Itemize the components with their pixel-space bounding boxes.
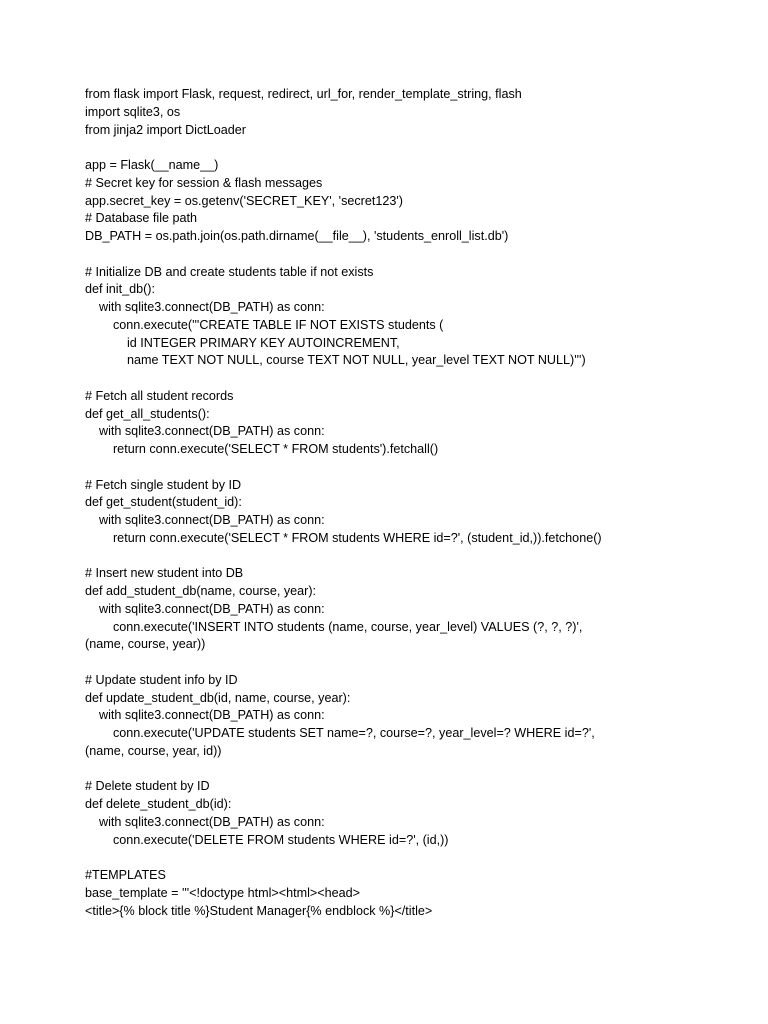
code-line: with sqlite3.connect(DB_PATH) as conn: (85, 601, 325, 616)
code-line (85, 761, 745, 779)
code-line: #TEMPLATES (85, 868, 166, 882)
code-line: # Update student info by ID (85, 672, 238, 687)
code-line: def get_all_students(): (85, 406, 210, 421)
code-line: app = Flask(__name__) (85, 158, 219, 172)
code-block (85, 86, 745, 920)
code-line (85, 370, 745, 388)
code-line: # Secret key for session & flash messages (85, 175, 323, 190)
code-line: # Delete student by ID (85, 779, 210, 794)
code-line: DB_PATH = os.path.join(os.path.dirname(__file__), 'students_enroll_list.db') (85, 229, 509, 243)
code-line: from flask import Flask, request, redirect, url_for, render_template_string, flash (85, 87, 522, 101)
code-line: (name, course, year)) (85, 637, 206, 652)
code-line: conn.execute('INSERT INTO students (name, course, year_level) VALUES (?, ?, ?)', (85, 619, 583, 634)
code-line (85, 548, 745, 566)
code-line: # Fetch single student by ID (85, 477, 242, 492)
code-line: with sqlite3.connect(DB_PATH) as conn: (85, 814, 325, 829)
code-line: return conn.execute('SELECT * FROM students WHERE id=?', (student_id,)).fetchone() (85, 530, 602, 545)
code-line: base_template = '''<!doctype html><html><head> (85, 885, 361, 900)
code-line: from jinja2 import DictLoader (85, 122, 246, 137)
code-line (85, 849, 745, 867)
code-line: def update_student_db(id, name, course, year): (85, 690, 351, 705)
code-line (85, 139, 745, 157)
code-line: def get_student(student_id): (85, 495, 242, 510)
code-line: def delete_student_db(id): (85, 797, 232, 811)
code-line (85, 246, 745, 264)
code-line: with sqlite3.connect(DB_PATH) as conn: (85, 300, 325, 314)
code-line (85, 654, 745, 672)
code-line: # Fetch all student records (85, 388, 234, 403)
code-line: (name, course, year, id)) (85, 743, 222, 758)
code-line: # Database file path (85, 211, 198, 226)
code-line: import sqlite3, os (85, 104, 181, 119)
code-line: return conn.execute('SELECT * FROM students').fetchall() (85, 442, 439, 456)
code-line: <title>{% block title %}Student Manager{% endblock %}</title> (85, 903, 433, 918)
code-line: id INTEGER PRIMARY KEY AUTOINCREMENT, (85, 335, 400, 350)
code-line: app.secret_key = os.getenv('SECRET_KEY', 'secret123') (85, 193, 403, 208)
code-line: # Insert new student into DB (85, 566, 244, 581)
code-line: name TEXT NOT NULL, course TEXT NOT NULL, year_level TEXT NOT NULL)''') (85, 353, 586, 368)
code-line: with sqlite3.connect(DB_PATH) as conn: (85, 513, 325, 527)
code-line: def add_student_db(name, course, year): (85, 584, 317, 598)
code-line: conn.execute('''CREATE TABLE IF NOT EXISTS students ( (85, 317, 444, 332)
code-line: # Initialize DB and create students table if not exists (85, 264, 374, 279)
code-line (85, 459, 745, 477)
code-line: with sqlite3.connect(DB_PATH) as conn: (85, 424, 325, 439)
code-line: def init_db(): (85, 282, 156, 297)
code-line: conn.execute('DELETE FROM students WHERE id=?', (id,)) (85, 832, 449, 847)
code-line: conn.execute('UPDATE students SET name=?, course=?, year_level=? WHERE id=?', (85, 726, 595, 740)
code-line: with sqlite3.connect(DB_PATH) as conn: (85, 708, 325, 723)
